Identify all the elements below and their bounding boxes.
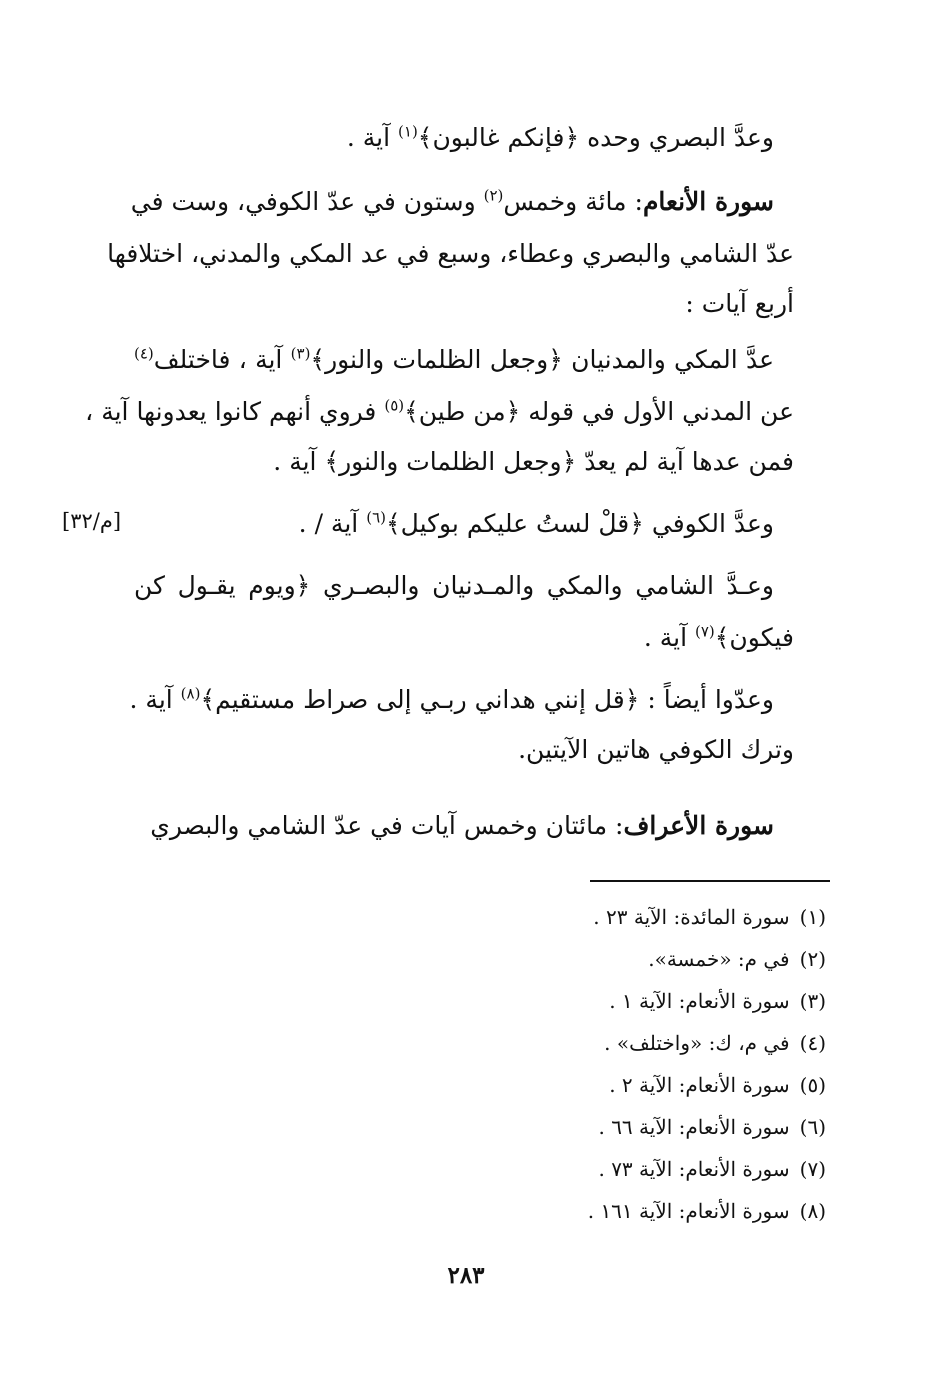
footnote <box>598 1154 826 1184</box>
footnote-number: (١) <box>799 905 826 929</box>
line-text: : مائة وخمس <box>503 187 643 216</box>
line-text: وعدَّ الكوفي ﴿قلْ لستُ عليكم بوكيل﴾ <box>385 509 774 538</box>
footnote-marker: (٧) <box>694 622 715 641</box>
line-text: آية ، فاختلف <box>153 345 291 374</box>
footnote-text: في م، ك: «واختلف» . <box>604 1031 790 1055</box>
line-text: فروي أنهم كانوا يعدونها آية ، <box>85 397 385 426</box>
surah-heading: سورة الأعراف <box>623 811 774 840</box>
line-text: آية . <box>643 623 695 652</box>
line-text: آية . <box>346 123 399 152</box>
footnote-number: (٥) <box>799 1073 826 1097</box>
page-number: ٢٨٣ <box>447 1262 485 1289</box>
text-line <box>150 806 774 846</box>
text-line <box>130 680 774 720</box>
text-line <box>130 182 774 222</box>
line-text: وعدَّ البصري وحده ﴿فإنكم غالبون﴾ <box>417 123 774 152</box>
text-line <box>299 504 774 544</box>
footnote-marker: (٢) <box>483 186 504 205</box>
line-text: عن المدني الأول في قوله ﴿من طين﴾ <box>404 397 794 426</box>
footnote <box>604 1028 826 1058</box>
footnote-number: (٢) <box>799 947 826 971</box>
surah-heading: سورة الأنعام <box>642 187 774 216</box>
footnote-text: سورة الأنعام: الآية ٦٦ . <box>598 1115 790 1139</box>
footnote-number: (٨) <box>799 1199 826 1223</box>
footnote-marker: (٤) <box>134 344 154 363</box>
line-text: وعدّوا أيضاً : ﴿قل إنني هداني ربـي إلى صراط مستقيم﴾ <box>200 685 774 714</box>
text-line: أربع آيات : <box>685 289 794 318</box>
footnote-text: سورة الأنعام: الآية ١٦١ . <box>587 1199 790 1223</box>
footnote <box>593 902 826 932</box>
footnote-text: سورة المائدة: الآية ٢٣ . <box>593 905 790 929</box>
text-line <box>85 392 794 432</box>
footnote-text: سورة الأنعام: الآية ٢ . <box>609 1073 790 1097</box>
footnote-text: سورة الأنعام: الآية ١ . <box>609 989 790 1013</box>
footnote <box>598 1112 826 1142</box>
footnote-text: في م: «خمسة». <box>648 947 790 971</box>
footnote <box>609 986 826 1016</box>
footnote-marker: (٥) <box>384 396 405 415</box>
footnote-marker: (٦) <box>366 508 386 527</box>
footnote-number: (٤) <box>799 1031 826 1055</box>
line-text: : مائتان وخمس آيات في عدّ الشامي والبصري <box>150 811 624 840</box>
text-line: فمن عدها آية لم يعدّ ﴿وجعل الظلمات والنور﴾ آية . <box>273 447 794 476</box>
line-text: آية / . <box>298 509 367 538</box>
text-line <box>644 618 794 658</box>
text-line: عدّ الشامي والبصري وعطاء، وسبع في عد المكي والمدني، اختلافها <box>107 239 794 268</box>
footnote-number: (٣) <box>799 989 826 1013</box>
text-line: وعـدَّ الشامي والمكي والمـدنيان والبصـري ﴿ويوم يقـول كن <box>134 571 774 600</box>
footnote-text: سورة الأنعام: الآية ٧٣ . <box>598 1157 790 1181</box>
footnote-number: (٧) <box>799 1157 826 1181</box>
manuscript-page-ref: [م/٣٢] <box>62 509 122 533</box>
text-line <box>134 340 774 380</box>
line-text: فيكون﴾ <box>714 623 794 652</box>
footnote <box>588 1196 826 1226</box>
footnote-marker: (٨) <box>180 684 201 703</box>
line-text: عدَّ المكي والمدنيان ﴿وجعل الظلمات والنور﴾ <box>310 345 775 374</box>
text-line: وترك الكوفي هاتين الآيتين. <box>518 735 794 764</box>
footnote-separator <box>590 880 830 882</box>
footnote-marker: (٣) <box>290 344 311 363</box>
text-line <box>347 118 774 158</box>
footnote-number: (٦) <box>799 1115 826 1139</box>
footnote <box>609 1070 826 1100</box>
line-text: وستون في عدّ الكوفي، وست في <box>130 187 484 216</box>
line-text: آية . <box>129 685 181 714</box>
footnote-marker: (١) <box>398 122 418 141</box>
footnote <box>648 944 826 974</box>
